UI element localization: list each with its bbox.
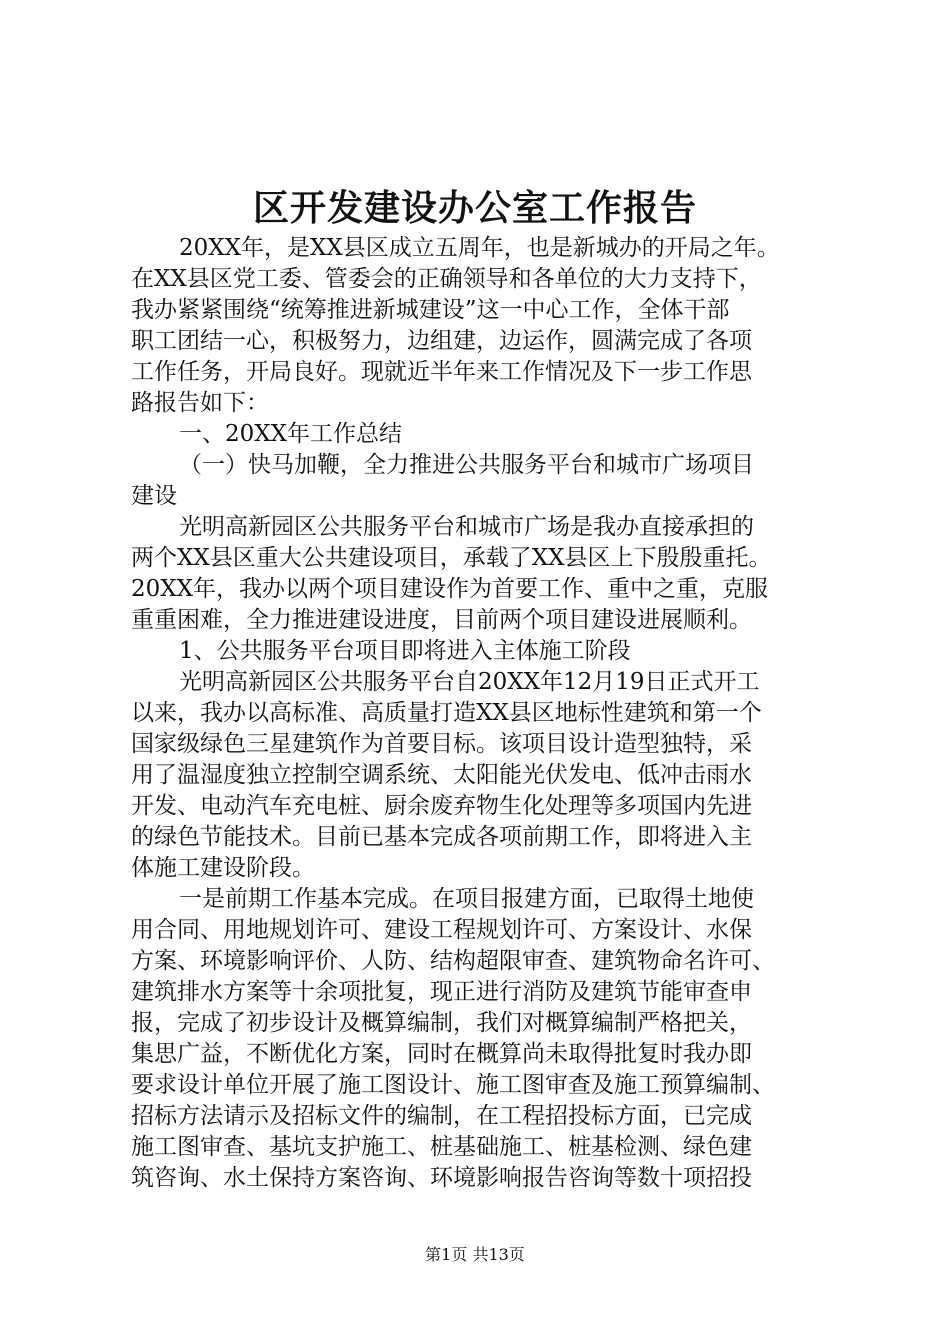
body-line: 要求设计单位开展了施工图设计、施工图审查及施工预算编制、 xyxy=(131,1072,775,1098)
body-line: 建设 xyxy=(131,483,177,509)
body-line: （一）快马加鞭，全力推进公共服务平台和城市广场项目 xyxy=(179,452,754,478)
body-line: 职工团结一心，积极努力，边组建，边运作，圆满完成了各项 xyxy=(131,328,752,354)
body-line: 20XX年，是XX县区成立五周年，也是新城办的开局之年。 xyxy=(179,235,780,261)
body-line: 两个XX县区重大公共建设项目，承载了XX县区上下殷殷重托。 xyxy=(131,545,772,571)
body-line: 的绿色节能技术。目前已基本完成各项前期工作，即将进入主 xyxy=(131,824,752,850)
body-line: 1、公共服务平台项目即将进入主体施工阶段 xyxy=(179,638,631,664)
body-line: 用了温湿度独立控制空调系统、太阳能光伏发电、低冲击雨水 xyxy=(131,762,752,788)
body-line: 重重困难，全力推进建设进度，目前两个项目建设进展顺利。 xyxy=(131,607,752,633)
body-line: 用合同、用地规划许可、建设工程规划许可、方案设计、水保 xyxy=(131,917,752,943)
page-footer: 第1页 共13页 xyxy=(425,1245,525,1264)
document-body xyxy=(131,233,831,1194)
body-line: 施工图审查、基坑支护施工、桩基础施工、桩基检测、绿色建 xyxy=(131,1134,752,1160)
body-line: 工作任务，开局良好。现就近半年来工作情况及下一步工作思 xyxy=(131,359,752,385)
body-line: 20XX年，我办以两个项目建设作为首要工作、重中之重，克服 xyxy=(131,576,769,602)
document-title: 区开发建设办公室工作报告 xyxy=(252,188,697,229)
body-line: 一、20XX年工作总结 xyxy=(179,421,403,447)
body-line: 国家级绿色三星建筑作为首要目标。该项目设计造型独特，采 xyxy=(131,731,752,757)
body-line: 路报告如下： xyxy=(131,390,269,416)
body-line: 筑咨询、水土保持方案咨询、环境影响报告咨询等数十项招投 xyxy=(131,1165,752,1191)
body-line: 以来，我办以高标准、高质量打造XX县区地标性建筑和第一个 xyxy=(131,700,762,726)
body-line: 光明高新园区公共服务平台自20XX年12月19日正式开工 xyxy=(179,669,760,695)
body-line: 建筑排水方案等十余项批复，现正进行消防及建筑节能审查申 xyxy=(131,979,752,1005)
body-line: 方案、环境影响评价、人防、结构超限审查、建筑物命名许可、 xyxy=(131,948,775,974)
body-line: 开发、电动汽车充电桩、厨余废弃物生化处理等多项国内先进 xyxy=(131,793,752,819)
body-line: 我办紧紧围绕“统筹推进新城建设”这一中心工作，全体干部 xyxy=(131,297,730,323)
body-line: 集思广益，不断优化方案，同时在概算尚未取得批复时我办即 xyxy=(131,1041,752,1067)
body-line: 在XX县区党工委、管委会的正确领导和各单位的大力支持下， xyxy=(131,266,762,292)
body-line: 一是前期工作基本完成。在项目报建方面，已取得土地使 xyxy=(179,886,754,912)
body-line: 报，完成了初步设计及概算编制，我们对概算编制严格把关， xyxy=(131,1010,752,1036)
body-line: 体施工建设阶段。 xyxy=(131,855,315,881)
body-line: 招标方法请示及招标文件的编制，在工程招投标方面，已完成 xyxy=(131,1103,752,1129)
body-line: 光明高新园区公共服务平台和城市广场是我办直接承担的 xyxy=(179,514,754,540)
